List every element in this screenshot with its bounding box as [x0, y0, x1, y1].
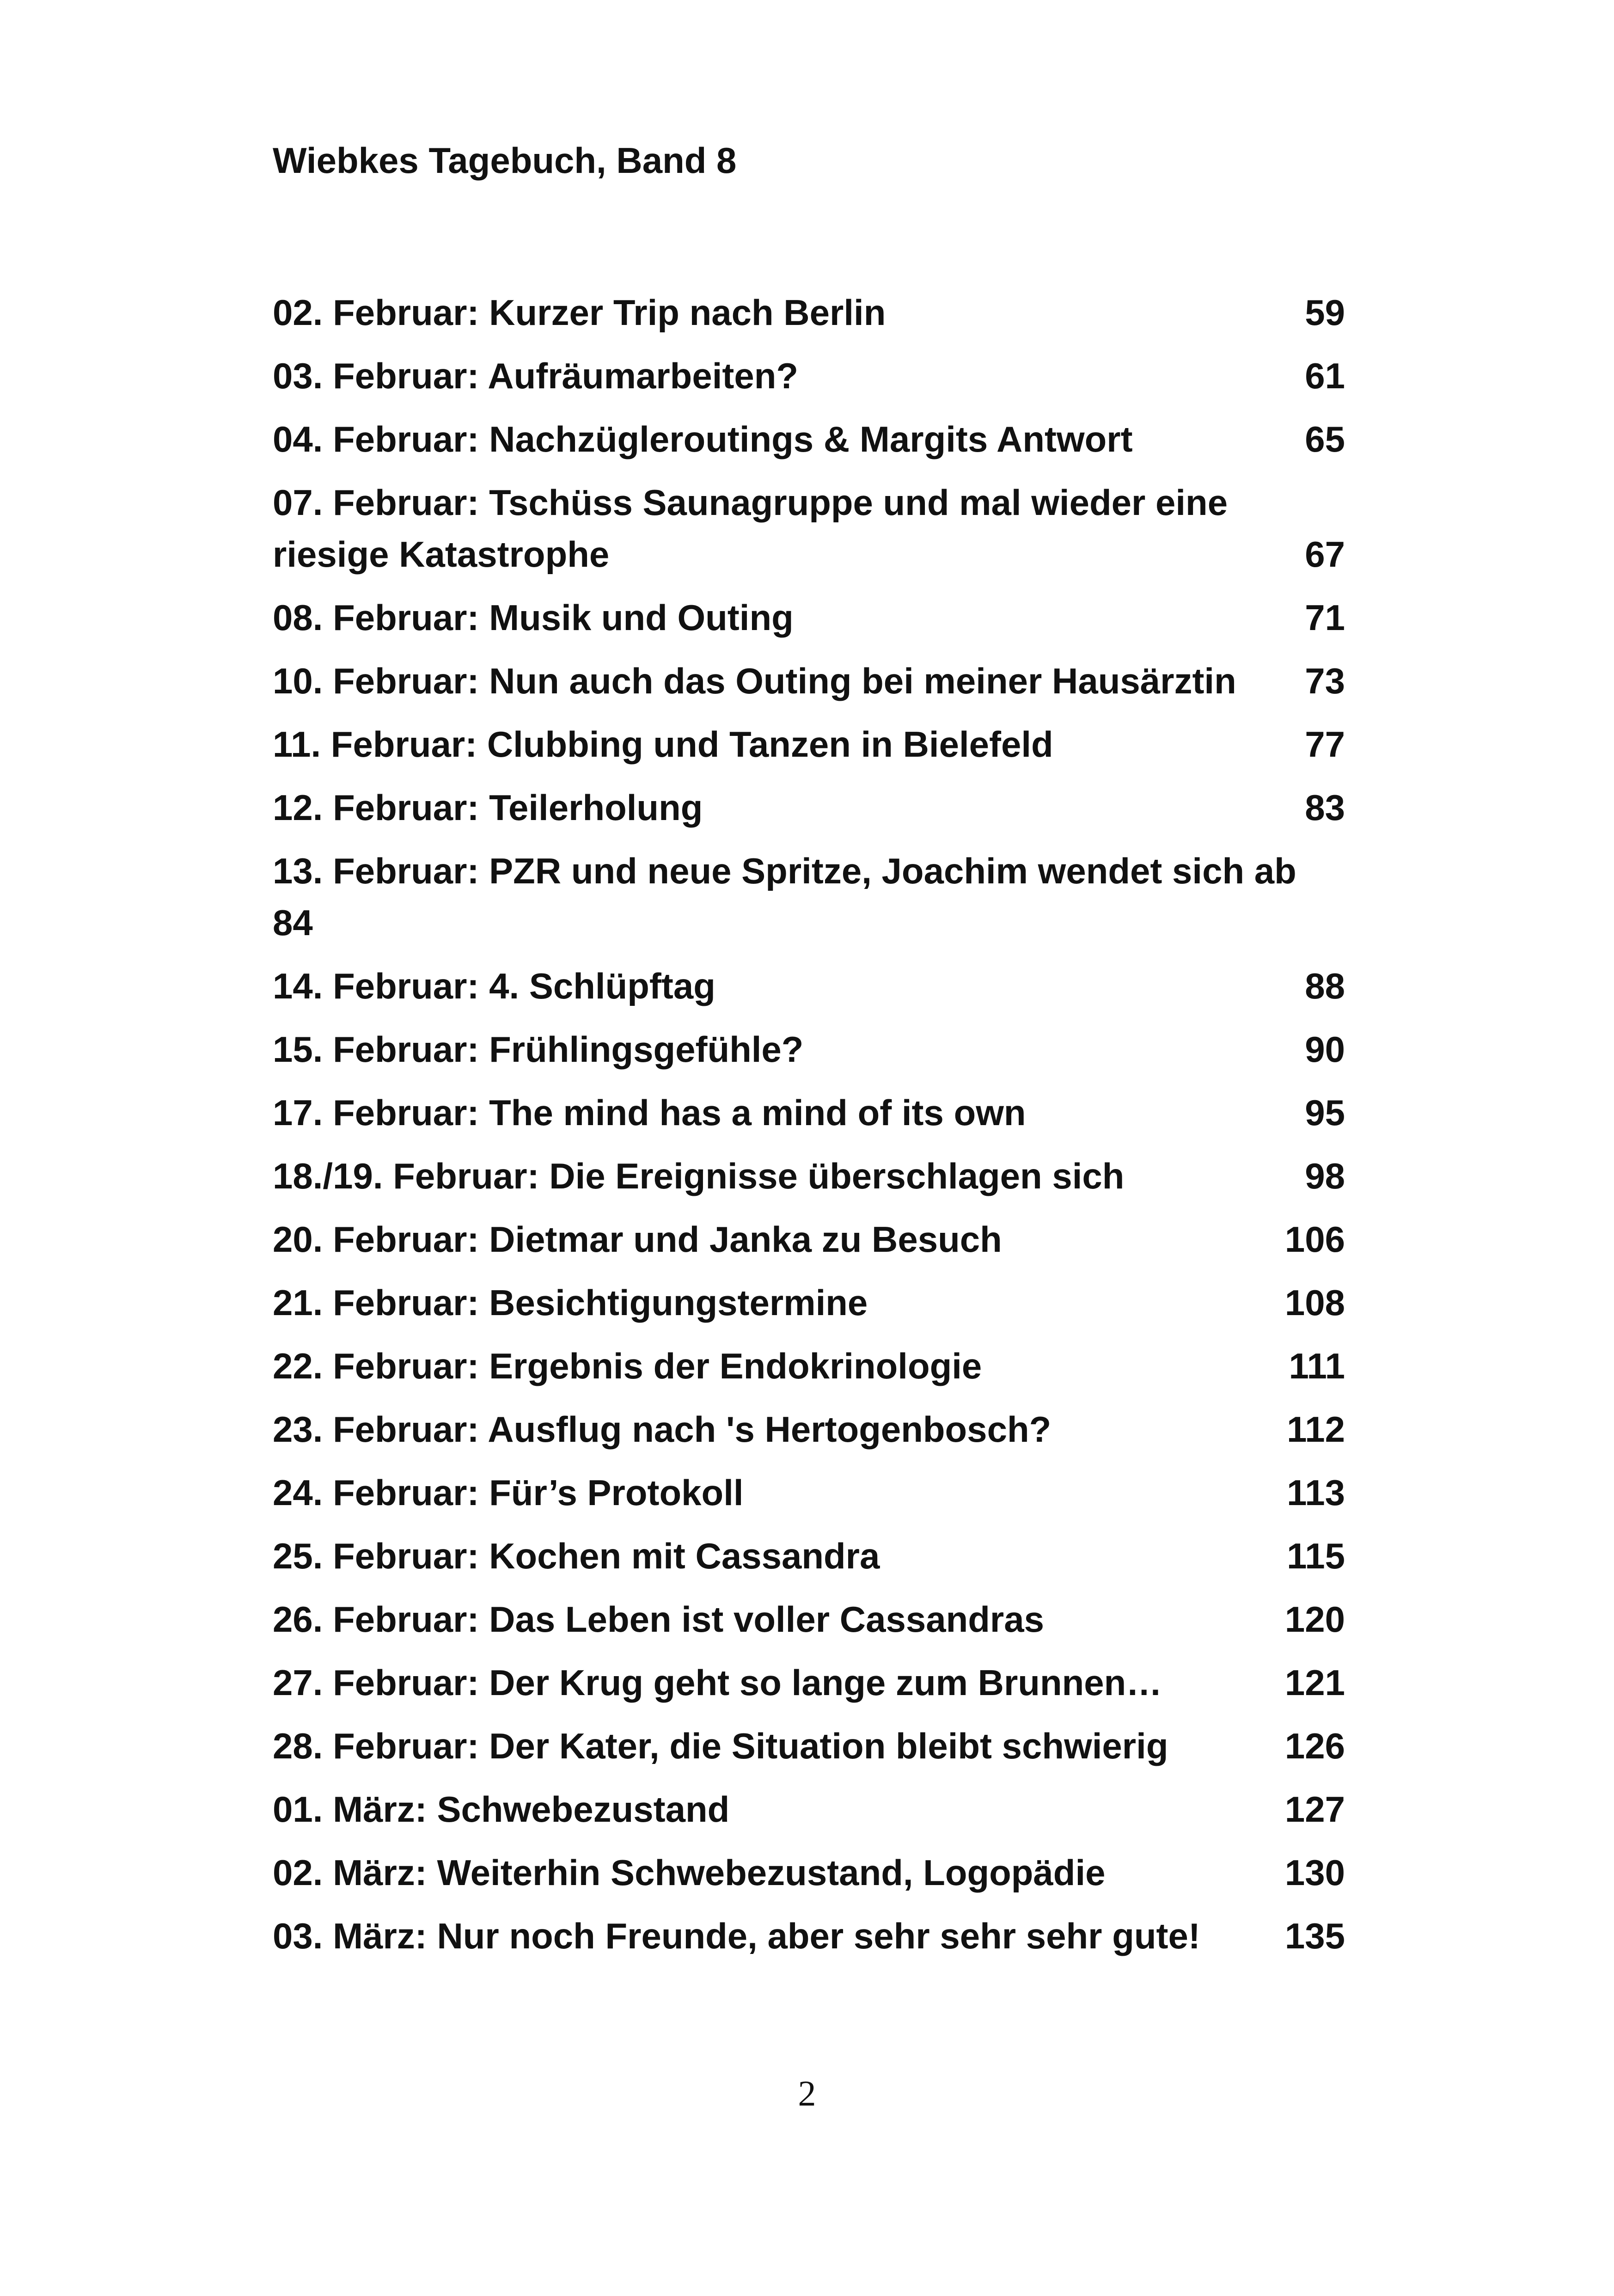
toc-entry	[273, 1657, 1345, 1708]
toc-entry	[273, 477, 1345, 580]
toc-entry-title: 03. Februar: Aufräumarbeiten?	[273, 355, 799, 396]
toc-entry-page: 130	[1284, 1852, 1345, 1893]
toc-entry-title: 27. Februar: Der Krug geht so lange zum Brunnen…	[273, 1662, 1162, 1703]
toc-entry-title: 02. März: Weiterhin Schwebezustand, Logopädie	[273, 1852, 1106, 1893]
toc-entry-page: 111	[1289, 1346, 1345, 1386]
toc-entry	[273, 718, 1345, 770]
toc-entry	[273, 655, 1345, 707]
toc-entry-page: 112	[1287, 1409, 1345, 1450]
toc-entry-page: 71	[1305, 597, 1345, 638]
toc-entry-page: 73	[1305, 661, 1345, 701]
page-number: 2	[798, 2073, 816, 2113]
toc-entry-title: 14. Februar: 4. Schlüpftag	[273, 966, 715, 1006]
toc-entry-page: 67	[1305, 534, 1345, 575]
toc-entry-page: 127	[1284, 1789, 1345, 1830]
toc-entry	[273, 592, 1345, 643]
toc-entry	[273, 960, 1345, 1012]
toc-entry-title: 26. Februar: Das Leben ist voller Cassandras	[273, 1599, 1045, 1640]
toc-entry-page: 98	[1305, 1156, 1345, 1196]
toc-entry-page: 65	[1305, 419, 1345, 459]
toc-entry-page: 135	[1284, 1916, 1345, 1956]
toc-entry-title: 01. März: Schwebezustand	[273, 1789, 730, 1830]
toc-entry-page: 113	[1287, 1472, 1345, 1513]
toc-entry	[273, 413, 1345, 465]
toc-entry	[273, 1150, 1345, 1202]
toc-entry-page: 115	[1287, 1536, 1345, 1576]
toc-entry	[273, 1847, 1345, 1898]
toc-entry-title: 07. Februar: Tschüss Saunagruppe und mal wieder eine riesige Katastrophe	[273, 482, 1228, 575]
table-of-contents	[273, 287, 1345, 1973]
toc-entry-title: 20. Februar: Dietmar und Janka zu Besuch	[273, 1219, 1002, 1260]
toc-entry-page: 108	[1284, 1282, 1345, 1323]
toc-entry	[273, 845, 1345, 949]
toc-entry	[273, 1213, 1345, 1265]
toc-entry-page: 121	[1284, 1662, 1345, 1703]
toc-entry-page: 77	[1305, 724, 1345, 765]
toc-entry-title: 28. Februar: Der Kater, die Situation bleibt schwierig	[273, 1726, 1168, 1766]
toc-entry	[273, 782, 1345, 833]
toc-entry-title: 21. Februar: Besichtigungstermine	[273, 1282, 868, 1323]
toc-entry-page: 126	[1284, 1726, 1345, 1766]
toc-entry	[273, 1023, 1345, 1075]
toc-entry-title: 25. Februar: Kochen mit Cassandra	[273, 1536, 880, 1576]
toc-entry	[273, 287, 1345, 338]
toc-entry-page: 59	[1305, 292, 1345, 333]
toc-entry	[273, 1340, 1345, 1392]
toc-entry-title: 17. Februar: The mind has a mind of its own	[273, 1092, 1026, 1133]
toc-entry-title: 02. Februar: Kurzer Trip nach Berlin	[273, 292, 886, 333]
toc-entry-page: 90	[1305, 1029, 1345, 1070]
toc-entry-page: 120	[1284, 1599, 1345, 1640]
toc-entry-page: 95	[1305, 1092, 1345, 1133]
toc-entry-page: 88	[1305, 966, 1345, 1006]
toc-entry-page: 83	[1305, 787, 1345, 828]
toc-entry-title: 23. Februar: Ausflug nach 's Hertogenbosch?	[273, 1409, 1052, 1450]
toc-entry	[273, 1910, 1345, 1962]
toc-entry-page: 61	[1305, 355, 1345, 396]
toc-entry-title: 04. Februar: Nachzügleroutings & Margits Antwort	[273, 419, 1133, 459]
toc-entry	[273, 1783, 1345, 1835]
toc-entry-title: 08. Februar: Musik und Outing	[273, 597, 794, 638]
toc-entry-title: 13. Februar: PZR und neue Spritze, Joachim wendet sich ab 84	[273, 851, 1296, 943]
toc-entry	[273, 1720, 1345, 1772]
toc-entry	[273, 1530, 1345, 1582]
toc-entry-title: 18./19. Februar: Die Ereignisse überschlagen sich	[273, 1156, 1125, 1196]
toc-entry	[273, 350, 1345, 402]
toc-entry-title: 15. Februar: Frühlingsgefühle?	[273, 1029, 804, 1070]
toc-entry	[273, 1403, 1345, 1455]
toc-entry	[273, 1087, 1345, 1139]
book-title: Wiebkes Tagebuch, Band 8	[273, 140, 737, 181]
toc-entry-title: 10. Februar: Nun auch das Outing bei meiner Hausärztin	[273, 661, 1236, 701]
toc-entry-title: 12. Februar: Teilerholung	[273, 787, 703, 828]
toc-entry-title: 11. Februar: Clubbing und Tanzen in Bielefeld	[273, 724, 1053, 765]
toc-entry-title: 03. März: Nur noch Freunde, aber sehr sehr sehr gute!	[273, 1916, 1200, 1956]
toc-entry-title: 22. Februar: Ergebnis der Endokrinologie	[273, 1346, 982, 1386]
toc-entry	[273, 1467, 1345, 1518]
toc-entry-title: 24. Februar: Für’s Protokoll	[273, 1472, 744, 1513]
toc-entry-page: 106	[1284, 1219, 1345, 1260]
toc-entry	[273, 1593, 1345, 1645]
toc-entry	[273, 1277, 1345, 1329]
